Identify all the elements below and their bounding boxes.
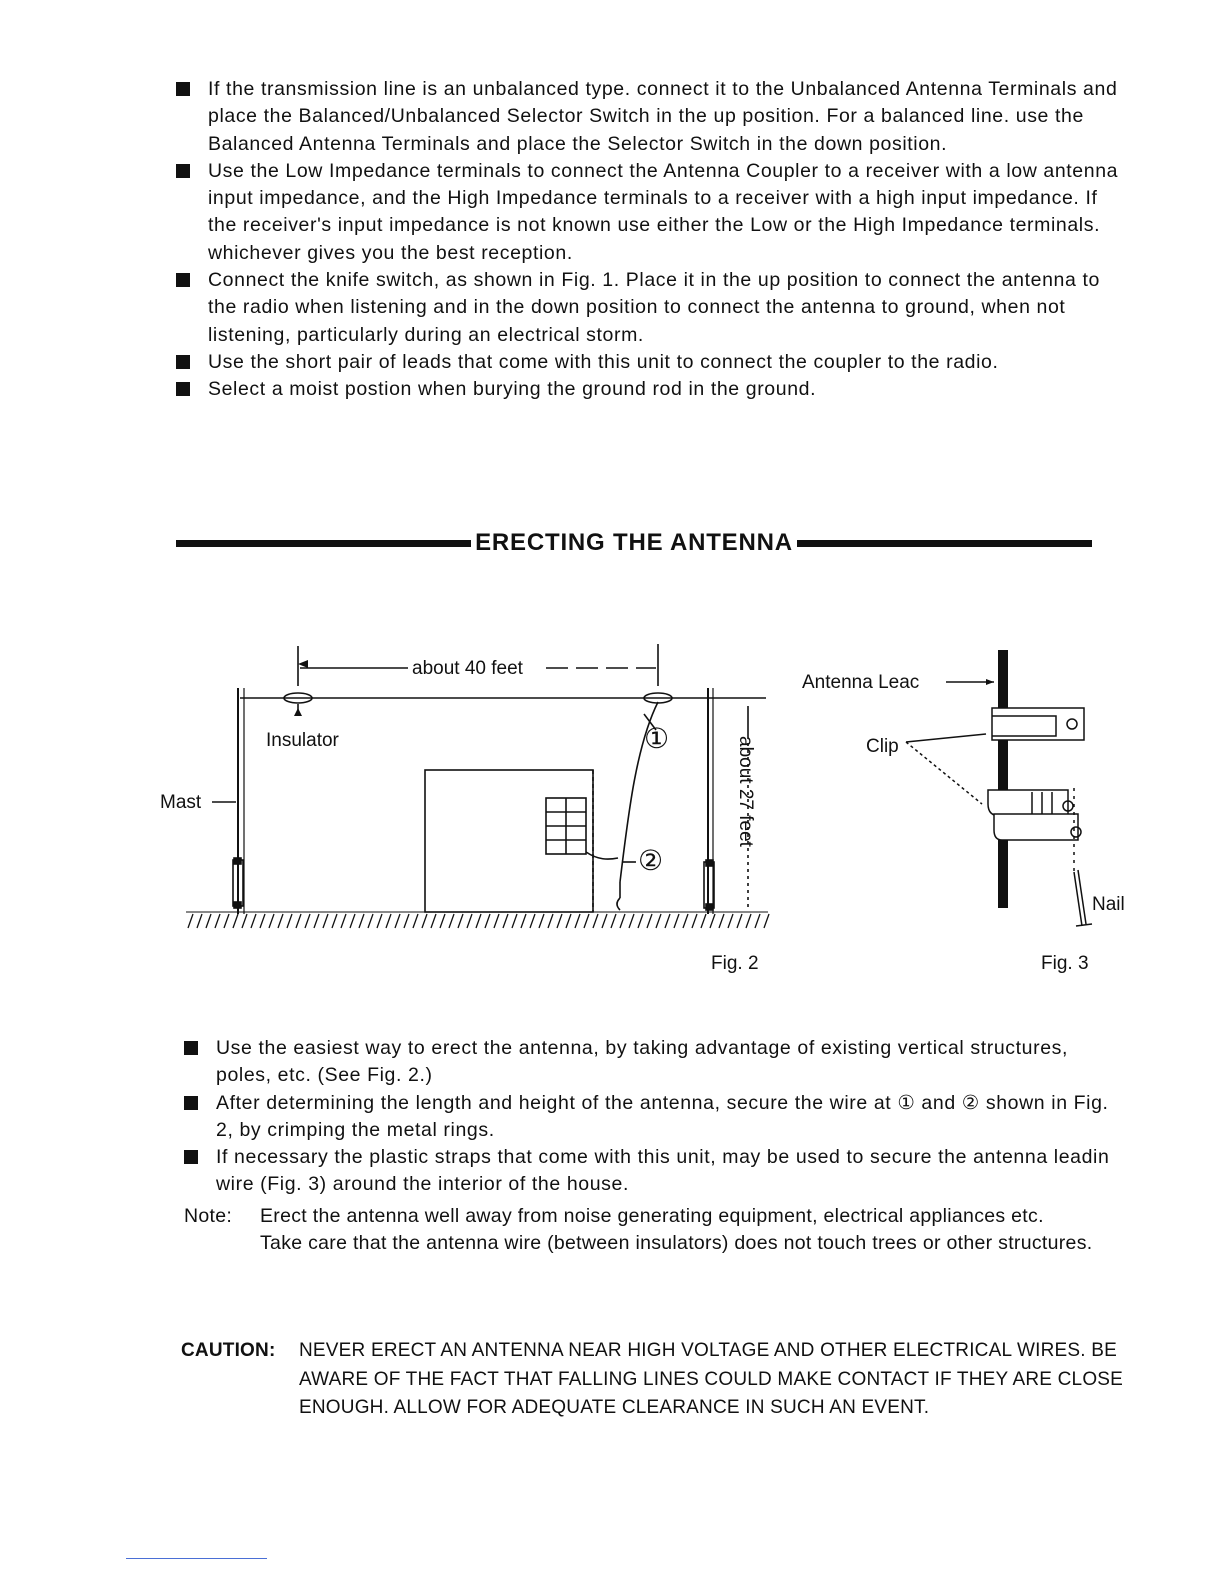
bullet-square-icon [184,1150,198,1164]
bullet-text: If the transmission line is an unbalanced type. connect it to the Unbalanced Antenna Terminals and place the Balanced/Unbalanced Selector Switch in the up position. For a balanced line. use the Balanced Antenna Terminals and place the Selector Switch in the down position. [208,78,1118,155]
section-title: ERECTING THE ANTENNA [475,529,793,556]
bullet-square-icon [184,1041,198,1055]
list-item [184,1035,1128,1090]
ground-hatch [188,914,769,928]
fig3-caption: Fig. 3 [1041,953,1089,974]
fig2-height-label: about 27 feet [735,736,756,847]
section-heading [176,527,1092,559]
bullet-text: After determining the length and height of the antenna, secure the wire at ① and ② shown in Fig. 2, by crimping the metal rings. [216,1091,1109,1141]
fig2-mast-label: Mast [160,792,202,813]
footnote-rule [126,1558,267,1559]
note-block [184,1203,1134,1258]
bullet-square-icon [176,355,190,369]
note-line: Erect the antenna well away from noise generating equipment, electrical appliances etc. [260,1205,1044,1227]
note-body [260,1203,1134,1258]
bullet-square-icon [176,382,190,396]
bullet-text: Use the short pair of leads that come with this unit to connect the coupler to the radio. [208,350,999,373]
bullet-square-icon [176,273,190,287]
fig2-length-label: about 40 feet [412,658,523,679]
fig2-antenna-diagram [158,636,778,936]
intro-bullet-list [176,76,1124,404]
list-item [184,1144,1128,1199]
fig3-clip-label: Clip [866,736,899,757]
fig3-clip-diagram [796,644,1146,944]
bullet-text: If necessary the plastic straps that come with this unit, may be used to secure the antenna leadin wire (Fig. 3) around the interior of the house. [216,1146,1110,1196]
caution-label: CAUTION: [181,1340,276,1361]
list-item [176,158,1124,267]
bullet-text: Connect the knife switch, as shown in Fig. 1. Place it in the up position to connect the antenna to the radio when listening and in the down position to connect the antenna to ground, when not listening, particularly during an electrical storm. [208,269,1100,346]
list-item [176,76,1124,158]
list-item [176,267,1124,349]
caution-block [181,1337,1131,1423]
bullet-square-icon [176,82,190,96]
bullet-square-icon [184,1096,198,1110]
note-line: Take care that the antenna wire (between insulators) does not touch trees or other structures. [260,1232,1093,1255]
fig3-nail-label: Nail [1092,894,1125,915]
bullet-text: Use the easiest way to erect the antenna, by taking advantage of existing vertical structures, poles, etc. (See Fig. 2.) [216,1037,1069,1087]
marker-1: ① [644,723,670,754]
heading-rule-right [797,540,1092,547]
fig2-caption: Fig. 2 [711,953,759,974]
caution-text: NEVER ERECT AN ANTENNA NEAR HIGH VOLTAGE AND OTHER ELECTRICAL WIRES. BE AWARE OF THE FACT THAT FALLING LINES COULD MAKE CONTACT IF THEY ARE CLOSE ENOUGH. ALLOW FOR ADEQUATE CLEARANCE IN SUCH AN EVENT. [299,1340,1124,1418]
bullet-square-icon [176,164,190,178]
list-item [176,349,1124,376]
steps-bullet-list [184,1035,1128,1199]
bullet-text: Select a moist postion when burying the ground rod in the ground. [208,378,817,401]
fig3-lead-label: Antenna Leac [802,672,920,693]
fig2-insulator-label: Insulator [266,730,339,751]
marker-2: ② [638,845,664,876]
bullet-text: Use the Low Impedance terminals to connect the Antenna Coupler to a receiver with a low antenna input impedance, and the High Impedance terminals to a receiver with a high input impedance. If the receiver's input impedance is not known use either the Low or the High Impedance terminals. whichever gives you the best reception. [208,159,1119,264]
heading-rule-left [176,540,471,547]
note-label: Note: [184,1205,233,1227]
list-item [184,1090,1128,1145]
list-item [176,376,1124,403]
